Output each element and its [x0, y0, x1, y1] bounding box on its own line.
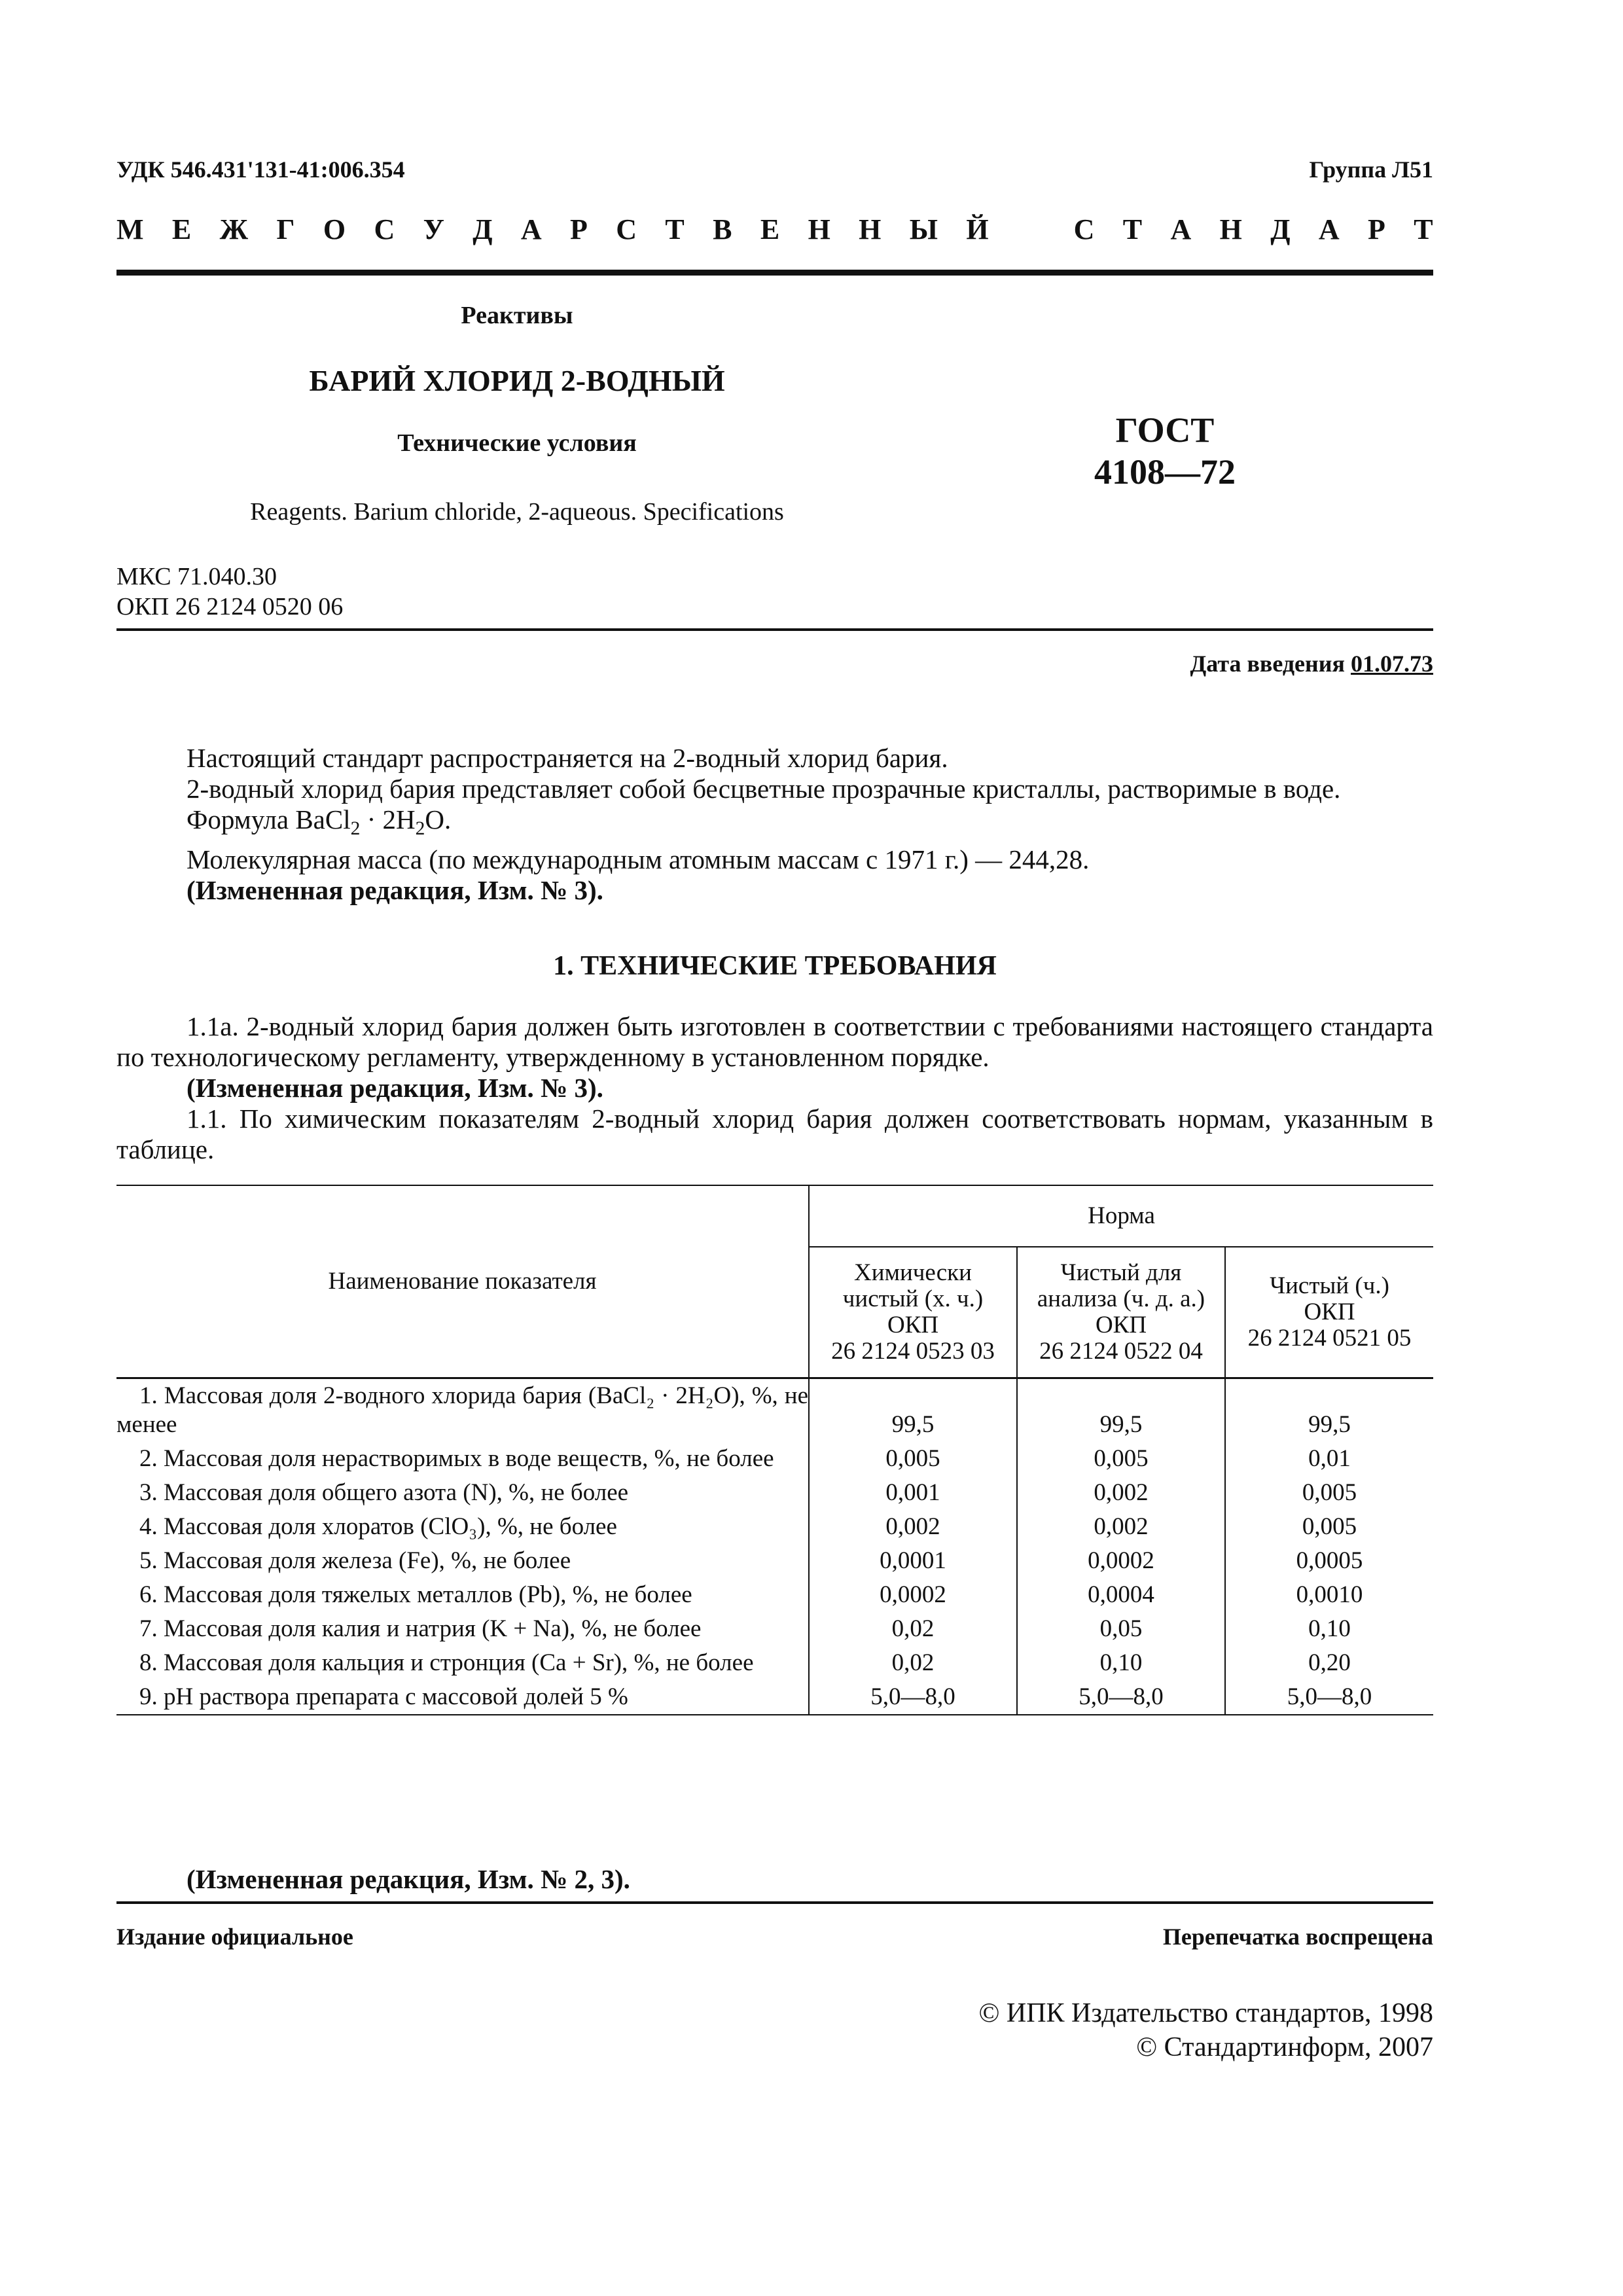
standard-banner — [116, 213, 1433, 246]
table-row — [116, 1612, 1433, 1646]
column-header-name: Наименование показателя — [116, 1185, 809, 1378]
banner-letter: Е — [760, 213, 780, 245]
banner-letter: А — [1318, 213, 1340, 245]
norm-value: 0,10 — [1225, 1612, 1433, 1646]
banner-letter: М — [116, 213, 144, 245]
column-header-grade-ch — [1225, 1247, 1433, 1378]
table-row — [116, 1544, 1433, 1578]
norm-value: 5,0—8,0 — [809, 1680, 1017, 1715]
mks-code: МКС 71.040.30 — [116, 563, 277, 590]
indicator-name: 9. pH раствора препарата с массовой долей 5 % — [116, 1680, 809, 1715]
indicator-name: 6. Массовая доля тяжелых металлов (Pb), %, не более — [139, 1581, 692, 1608]
indicator-name: 5. Массовая доля железа (Fe), %, не более — [139, 1547, 571, 1574]
norm-value: 0,005 — [1225, 1476, 1433, 1510]
intro-text — [116, 743, 1433, 906]
banner-letter: А — [520, 213, 542, 245]
document-category: Реактивы — [461, 302, 573, 329]
banner-letter: С — [616, 213, 637, 245]
intro-paragraph-1: Настоящий стандарт распространяется на 2-водный хлорид бария. — [187, 743, 948, 773]
grade-line: ОКП — [887, 1312, 939, 1338]
grade-line: 26 2124 0521 05 — [1247, 1325, 1412, 1352]
norm-value: 0,0001 — [809, 1544, 1017, 1578]
banner-letter: С — [1073, 213, 1095, 245]
norm-value: 0,02 — [809, 1646, 1017, 1680]
table-row — [116, 1510, 1433, 1544]
norm-value: 0,0002 — [1017, 1544, 1225, 1578]
column-header-norm: Норма — [809, 1185, 1433, 1247]
banner-letter: А — [1170, 213, 1192, 245]
official-edition: Издание официальное — [116, 1924, 353, 1950]
edition-note-1: (Измененная редакция, Изм. № 3). — [187, 875, 603, 906]
grade-line: Химически — [854, 1259, 972, 1286]
banner-letter: Г — [276, 213, 295, 245]
copyright-block — [978, 1996, 1433, 2064]
banner-letter: Д — [473, 213, 493, 245]
indicator-name: 4. Массовая доля хлоратов (ClO₃), %, не более — [139, 1513, 617, 1540]
banner-letter: Д — [1270, 213, 1291, 245]
document-subtitle: Технические условия — [397, 429, 637, 457]
indicator-name: 8. Массовая доля кальция и стронция (Ca + Sr), %, не более — [139, 1649, 754, 1676]
copyright-line-2: © Стандартинформ, 2007 — [1136, 2032, 1433, 2062]
indicator-name: 2. Массовая доля нерастворимых в воде веществ, %, не более — [139, 1445, 774, 1472]
banner-letter: Ж — [219, 213, 249, 245]
formula-line — [116, 804, 1433, 844]
grade-line: чистый (х. ч.) — [842, 1285, 984, 1312]
grade-line: 26 2124 0522 04 — [1039, 1338, 1203, 1365]
banner-letter: Е — [171, 213, 192, 245]
grade-line: ОКП — [1304, 1299, 1355, 1325]
formula-mid: · 2H — [360, 804, 416, 834]
banner-letter: Р — [1368, 213, 1385, 245]
banner-letter: С — [374, 213, 395, 245]
clause-1-1a: 1.1а. 2-водный хлорид бария должен быть изготовлен в соответствии с требованиями настоящего стандарта по технологическому регламенту, утвержденному в установленном порядке. — [116, 1011, 1433, 1072]
norm-value: 0,0002 — [809, 1578, 1017, 1612]
formula-prefix: Формула BaCl — [187, 804, 351, 834]
banner-letter: Ы — [909, 213, 938, 245]
gost-designation — [1047, 409, 1283, 493]
header-divider — [116, 270, 1433, 276]
norm-value: 0,0005 — [1225, 1544, 1433, 1578]
edition-note-2: (Измененная редакция, Изм. № 3). — [187, 1073, 603, 1103]
intro-paragraph-2: 2-водный хлорид бария представляет собой бесцветные прозрачные кристаллы, растворимые в воде. — [187, 774, 1341, 804]
table-row — [116, 1442, 1433, 1476]
banner-letter: Н — [859, 213, 882, 245]
group-code: Группа Л51 — [1309, 156, 1433, 183]
column-header-grade-xch — [809, 1247, 1017, 1378]
grade-line: ОКП — [1095, 1312, 1147, 1338]
grade-line: Чистый для — [1060, 1259, 1182, 1286]
norm-value: 0,01 — [1225, 1442, 1433, 1476]
banner-letter: Т — [665, 213, 685, 245]
grade-line: Чистый (ч.) — [1270, 1272, 1389, 1299]
banner-letter: Й — [966, 213, 989, 245]
document-title: БАРИЙ ХЛОРИД 2-ВОДНЫЙ — [309, 364, 725, 397]
formula-suffix: O. — [425, 804, 452, 834]
norm-value: 0,002 — [1017, 1510, 1225, 1544]
norm-value: 0,05 — [1017, 1612, 1225, 1646]
banner-letter: О — [323, 213, 346, 245]
gost-number: 4108—72 — [1094, 452, 1236, 492]
norm-value: 0,005 — [1017, 1442, 1225, 1476]
norm-value: 99,5 — [1225, 1378, 1433, 1443]
banner-letter: У — [423, 213, 444, 245]
banner-letter: Н — [808, 213, 830, 245]
clause-1-1: 1.1. По химическим показателям 2-водный хлорид бария должен соответствовать нормам, указанным в таблице. — [116, 1103, 1433, 1164]
norm-value: 5,0—8,0 — [1017, 1680, 1225, 1715]
norm-value: 0,005 — [809, 1442, 1017, 1476]
norm-value: 0,20 — [1225, 1646, 1433, 1680]
indicator-name: 3. Массовая доля общего азота (N), %, не более — [139, 1479, 629, 1506]
norm-value: 0,002 — [1017, 1476, 1225, 1510]
formula-sub-2: 2 — [415, 818, 425, 840]
norms-table — [116, 1185, 1433, 1715]
norm-value: 0,10 — [1017, 1646, 1225, 1680]
table-row — [116, 1680, 1433, 1715]
table-row — [116, 1476, 1433, 1510]
grade-line: 26 2124 0523 03 — [831, 1338, 995, 1365]
norm-value: 99,5 — [1017, 1378, 1225, 1443]
indicator-name: 7. Массовая доля калия и натрия (K + Na), %, не более — [139, 1615, 702, 1642]
codes-divider — [116, 628, 1433, 631]
norm-value: 0,02 — [809, 1612, 1017, 1646]
banner-letter: Н — [1219, 213, 1242, 245]
norm-value: 99,5 — [809, 1378, 1017, 1443]
column-header-grade-chda — [1017, 1247, 1225, 1378]
english-title: Reagents. Barium chloride, 2-aqueous. Specifications — [250, 498, 784, 526]
norm-value: 5,0—8,0 — [1225, 1680, 1433, 1715]
banner-letter: В — [713, 213, 732, 245]
gost-label: ГОСТ — [1115, 410, 1215, 450]
okp-code: ОКП 26 2124 0520 06 — [116, 593, 344, 620]
norm-value: 0,0010 — [1225, 1578, 1433, 1612]
classification-codes — [116, 562, 343, 622]
date-value: 01.07.73 — [1351, 651, 1433, 677]
banner-letter: Р — [570, 213, 588, 245]
reprint-prohibited: Перепечатка воспрещена — [1162, 1924, 1433, 1950]
norm-value: 0,0004 — [1017, 1578, 1225, 1612]
grade-line: анализа (ч. д. а.) — [1037, 1285, 1205, 1312]
banner-letter: Т — [1414, 213, 1433, 245]
table-row — [116, 1646, 1433, 1680]
copyright-line-1: © ИПК Издательство стандартов, 1998 — [978, 1998, 1433, 2028]
section-1-text — [116, 1011, 1433, 1165]
norm-value: 0,002 — [809, 1510, 1017, 1544]
introduction-date — [1190, 650, 1434, 677]
indicator-name: 1. Массовая доля 2-водного хлорида бария (BaCl₂ · 2H₂O), %, не менее — [116, 1382, 808, 1438]
molecular-mass: Молекулярная масса (по международным атомным массам с 1971 г.) — 244,28. — [187, 844, 1090, 875]
udk-code: УДК 546.431'131-41:006.354 — [116, 156, 405, 183]
footer-divider — [116, 1901, 1433, 1904]
edition-note-3 — [116, 1864, 1433, 1895]
edition-note-3-text: (Измененная редакция, Изм. № 2, 3). — [187, 1864, 630, 1894]
formula-sub-1: 2 — [350, 818, 361, 840]
date-label: Дата введения — [1190, 651, 1345, 677]
norm-value: 0,001 — [809, 1476, 1017, 1510]
table-row — [116, 1378, 1433, 1443]
table-row — [116, 1578, 1433, 1612]
section-heading: 1. ТЕХНИЧЕСКИЕ ТРЕБОВАНИЯ — [553, 951, 997, 981]
norm-value: 0,005 — [1225, 1510, 1433, 1544]
banner-letter: Т — [1122, 213, 1143, 245]
